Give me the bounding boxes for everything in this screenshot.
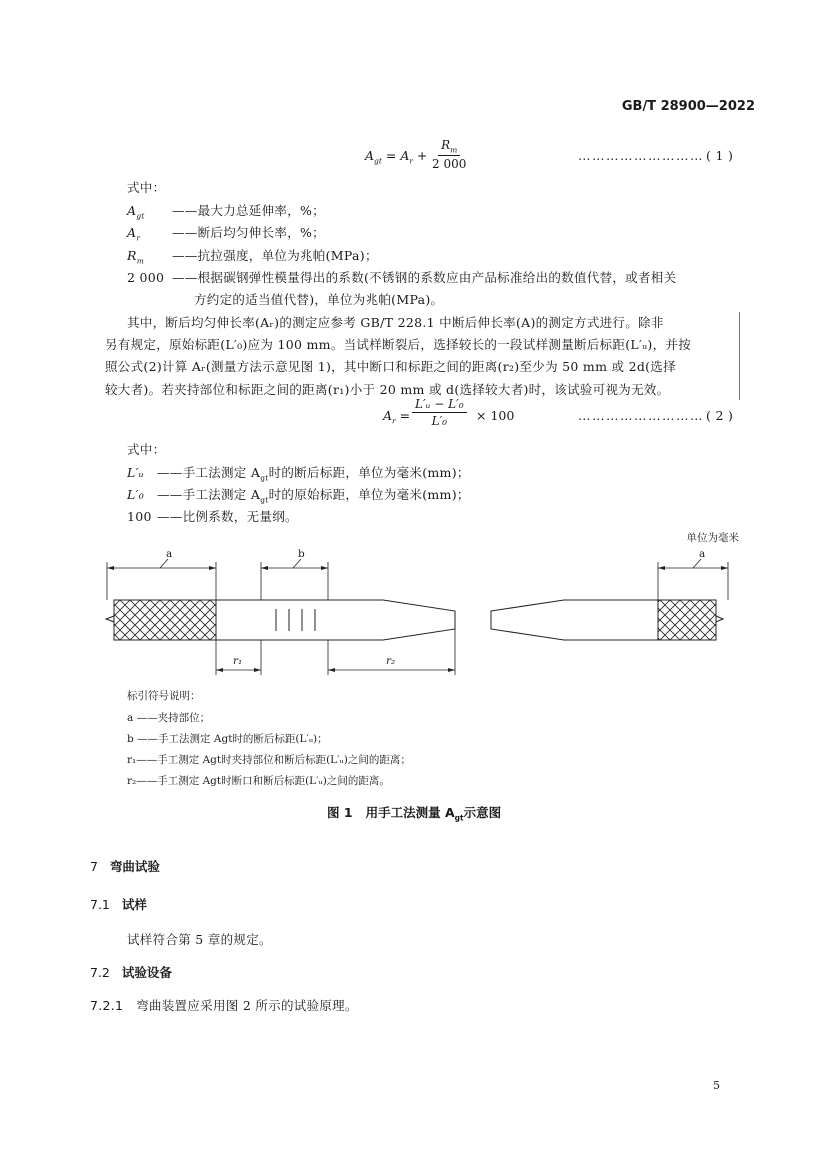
where2-item: 100 ——比例系数，无量纲。	[127, 509, 298, 524]
legend-item: a ——夹持部位；	[127, 712, 211, 724]
legend-item: b ——手工法测定 Agt时的断后标距(L′ᵤ)；	[127, 733, 328, 745]
where1-item: $R_m$ ——抗拉强度，单位为兆帕(MPa)；	[127, 248, 378, 266]
paragraph-line: 照公式(2)计算 Aᵣ(测量方法示意见图 1)，其中断口和标距之间的距离(r₂)至少为 50 mm 或 2d(选择	[105, 359, 676, 374]
section-7-2-heading: 7.2 试验设备	[90, 965, 172, 980]
where2-item: L′ᵤ ——手工法测定 $A_{gt}$时的断后标距，单位为毫米(mm)；	[127, 465, 470, 483]
legend-item: r₁——手工测定 Agt时夹持部位和断后标距(L′ᵤ)之间的距离；	[127, 754, 411, 766]
where2-item: L′₀ ——手工法测定 $A_{gt}$时的原始标距，单位为毫米(mm)；	[127, 487, 470, 505]
formula2-dots: ………………………	[578, 408, 704, 423]
formula1-num: R	[441, 138, 451, 152]
right-specimen	[491, 600, 658, 640]
formula1-num-sub: m	[450, 145, 458, 155]
unit-note: 单位为毫米	[686, 532, 739, 544]
left-clamp-hatch	[114, 600, 216, 640]
formula1-term-sub: r	[409, 156, 413, 166]
right-clamp-hatch	[658, 600, 716, 640]
where1-item: $A_{gt}$ ——最大力总延伸率，%；	[127, 203, 325, 221]
legend-title: 标引符号说明：	[127, 690, 201, 702]
paragraph-line: 另有规定，原始标距(L′₀)应为 100 mm。当试样断裂后，选择较长的一段试样测量断后标距(L′ᵤ)，并按	[105, 337, 691, 352]
formula2-tail: × 100	[476, 408, 515, 423]
formula2-lhs-sub: r	[392, 416, 396, 426]
formula1-number: ( 1 )	[706, 148, 734, 163]
formula1-term: A	[400, 148, 410, 163]
dim-label-r1: r₁	[233, 655, 243, 667]
dim-label-r2: r₂	[386, 655, 396, 667]
section-7-1-text: 试样符合第 5 章的规定。	[127, 932, 272, 947]
where1-item: 2 000 ——根据碳钢弹性模量得出的系数(不锈钢的系数应由产品标准给出的数值代替，或者相关	[127, 270, 677, 285]
formula1-plus: +	[416, 148, 428, 163]
section-7-heading: 7 弯曲试验	[90, 859, 160, 874]
formula2-lhs: A	[383, 408, 393, 423]
formula1-den: 2 000	[432, 157, 467, 172]
page-number: 5	[713, 1079, 720, 1092]
figure1-caption: 图 1 用手工法测量 $A_{gt}$示意图	[327, 805, 502, 823]
dim-label-a-right: a	[699, 548, 706, 560]
where1-continuation: 方约定的适当值代替)，单位为兆帕(MPa)。	[194, 292, 444, 307]
dim-label-a-left: a	[166, 548, 173, 560]
where2-label: 式中：	[127, 442, 166, 457]
change-bar	[739, 312, 740, 400]
where1-label: 式中：	[127, 180, 166, 195]
formula2-number: ( 2 )	[706, 408, 734, 423]
section-7-2-1: 7.2.1 弯曲装置应采用图 2 所示的试验原理。	[90, 998, 358, 1013]
legend-item: r₂——手工测定 Agt时断口和断后标距(L′ᵤ)之间的距离。	[127, 775, 390, 787]
figure1-diagram	[0, 540, 827, 680]
dim-label-b: b	[298, 548, 305, 560]
paragraph-line: 较大者)。若夹持部位和标距之间的距离(r₁)小于 20 mm 或 d(选择较大者)时，该试验可视为无效。	[105, 382, 670, 397]
formula1-lhs-sub: gt	[374, 156, 382, 166]
left-specimen	[216, 600, 455, 640]
paragraph-line: 其中，断后均匀伸长率(Aᵣ)的测定应参考 GB/T 228.1 中断后伸长率(A)的测定方式进行。除非	[127, 315, 664, 330]
formula1-eq: =	[385, 148, 397, 163]
standard-number: GB/T 28900—2022	[621, 99, 755, 114]
right-break-line	[716, 600, 723, 640]
formula2-den: L′₀	[431, 414, 448, 428]
formula2-eq: =	[399, 408, 411, 423]
formula2-num: L′ᵤ − L′₀	[412, 397, 467, 413]
left-break-line	[106, 600, 114, 640]
formula1-dots: ………………………	[578, 148, 704, 163]
formula1-lhs: A	[365, 148, 375, 163]
where1-item: $A_r$ ——断后均匀伸长率，%；	[127, 225, 325, 243]
section-7-1-heading: 7.1 试样	[90, 897, 147, 912]
